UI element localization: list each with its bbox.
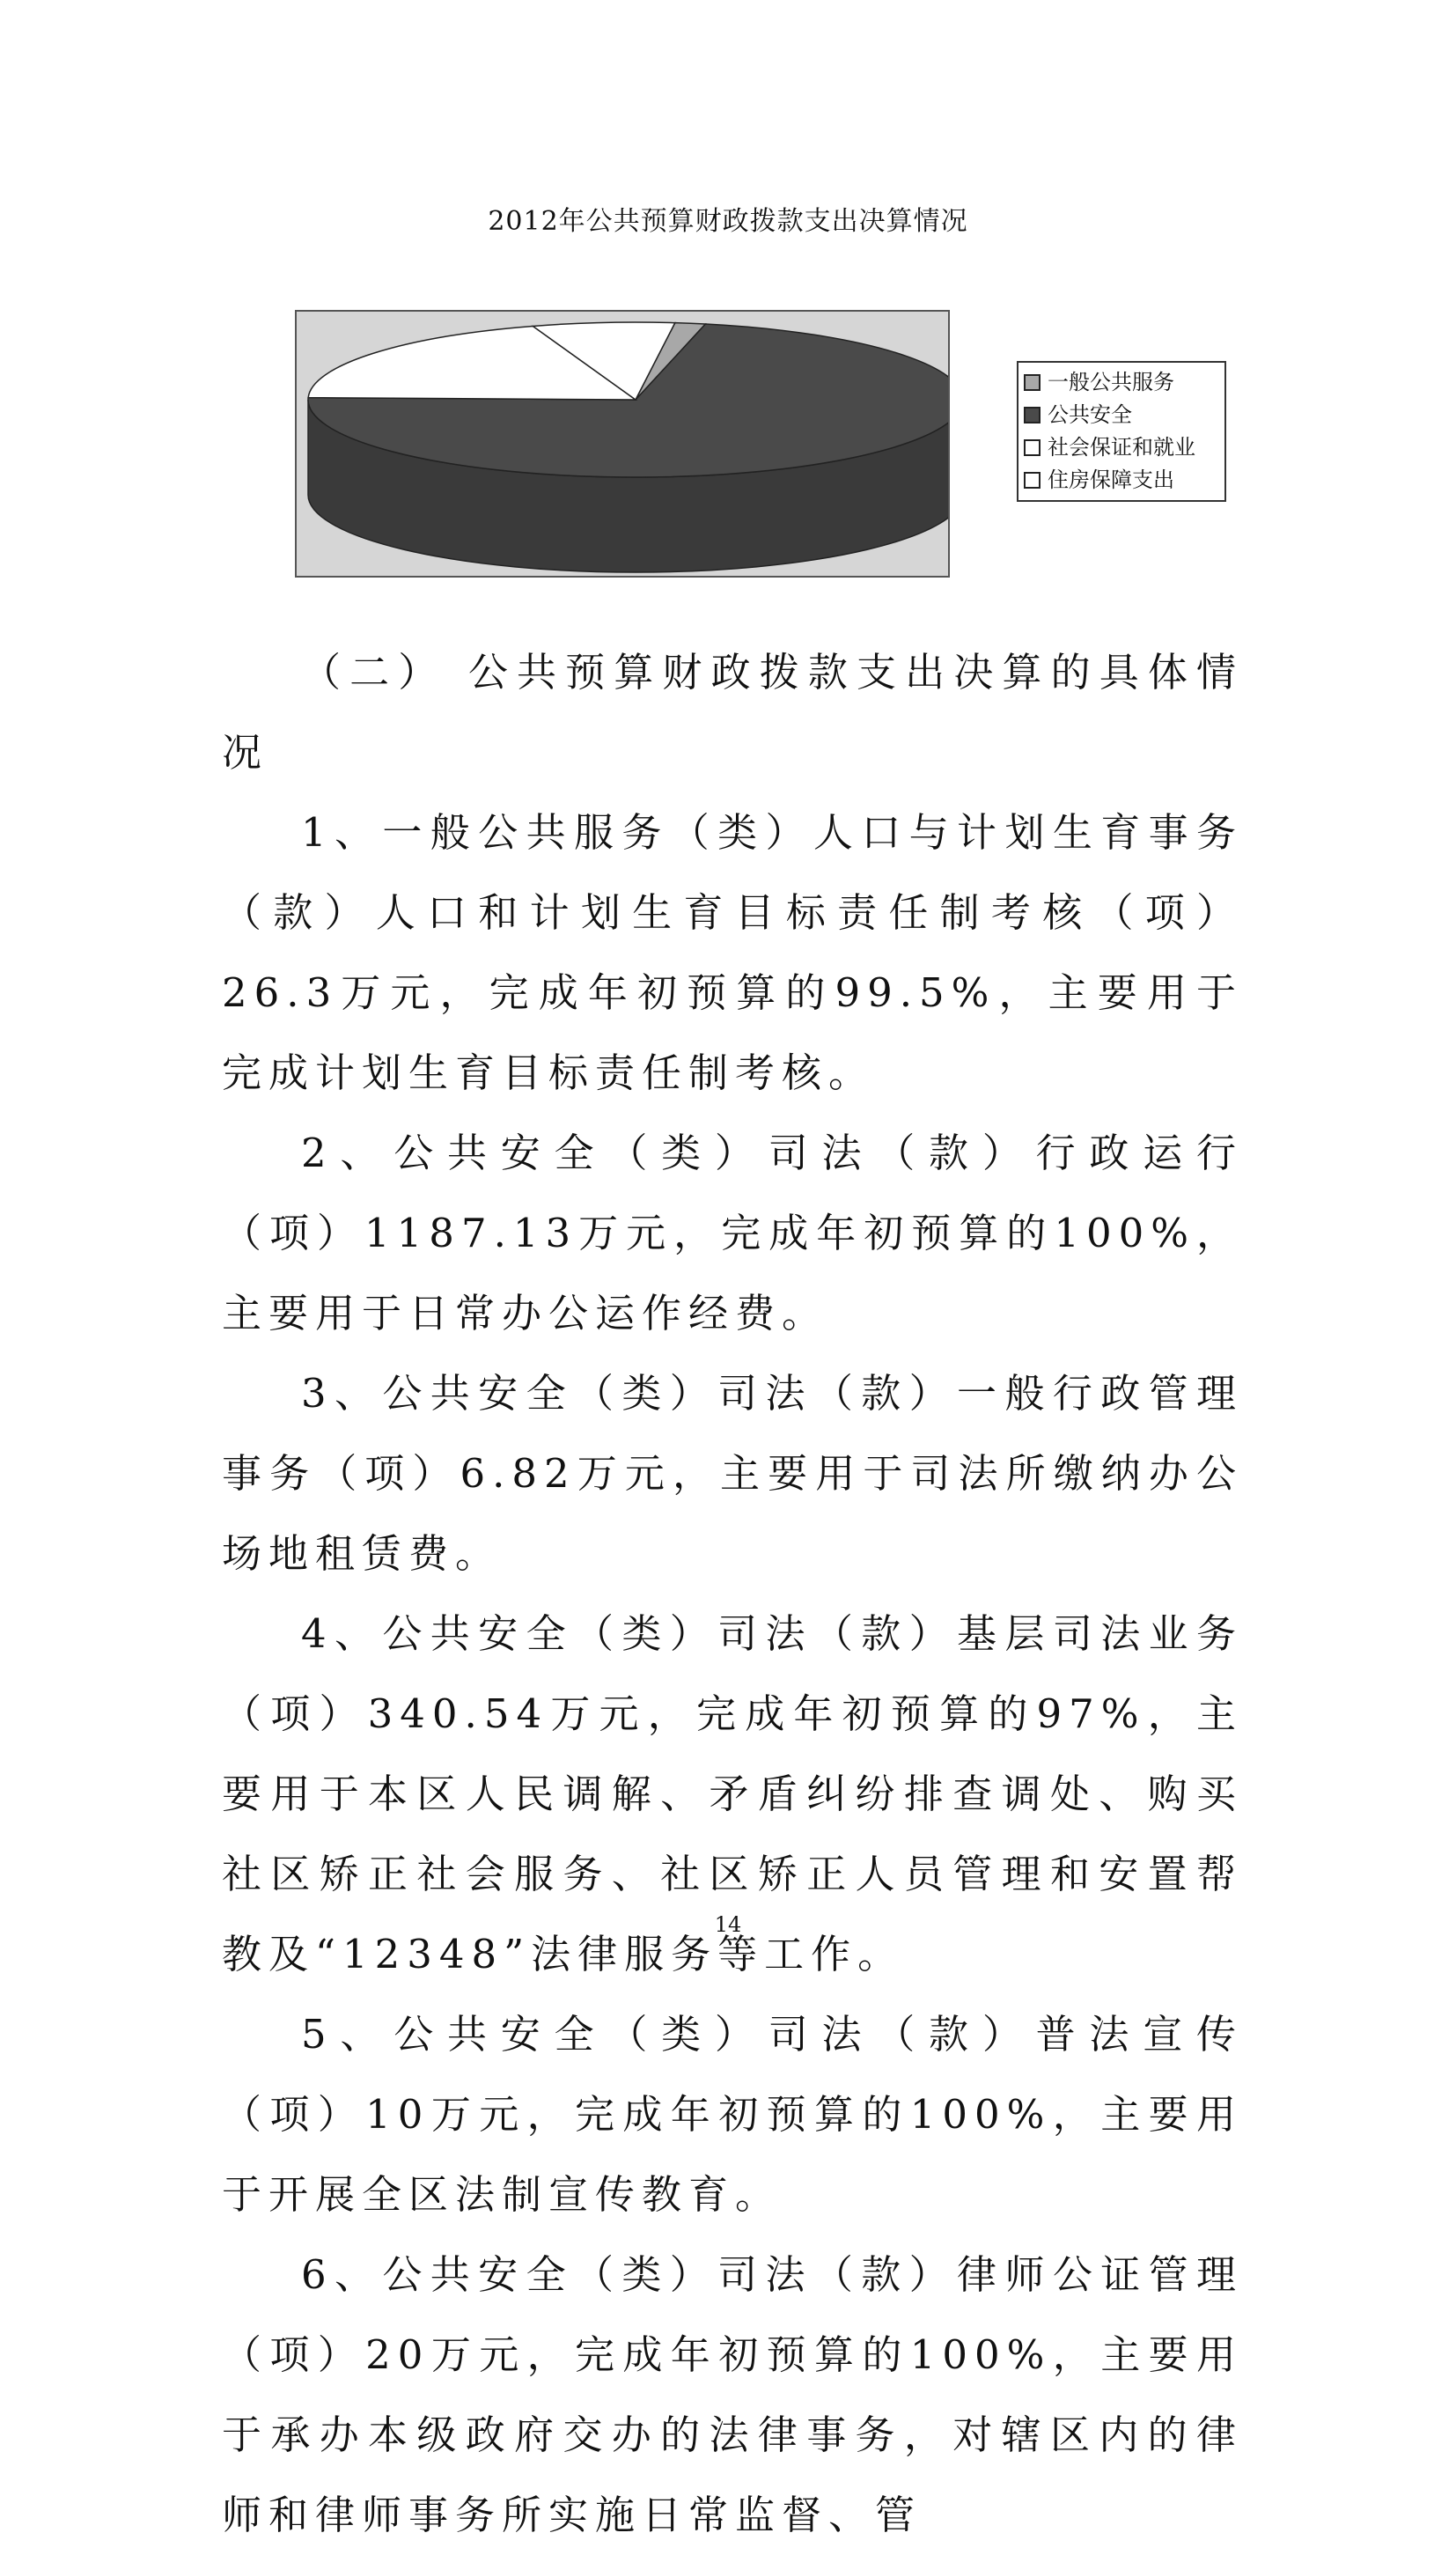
paragraph: 2、公共安全（类）司法（款）行政运行（项）1187.13万元，完成年初预算的100%，主要用于日常办公运作经费。 [222,1130,1243,1336]
legend-swatch [1024,439,1041,456]
legend-label: 公共安全 [1048,402,1132,427]
section-heading: （二） 公共预算财政拨款支出决算的具体情况 [222,649,1243,776]
paragraph: 1、一般公共服务（类）人口与计划生育事务（款）人口和计划生育目标责任制考核（项）26.3万元，完成年初预算的99.5%，主要用于完成计划生育目标责任制考核。 [222,809,1243,1096]
legend-item [1024,464,1219,497]
legend-label: 住房保障支出 [1048,468,1174,492]
chart-title: 2012年公共预算财政拨款支出决算情况 [488,206,968,237]
paragraph: 4、公共安全（类）司法（款）基层司法业务（项）340.54万元，完成年初预算的97%，主要用于本区人民调解、矛盾纠纷排查调处、购买社区矫正社会服务、社区矫正人员管理和安置帮教及“12348”法律服务等工作。 [222,1610,1243,1977]
legend-item [1024,431,1219,464]
paragraph: 6、公共安全（类）司法（款）律师公证管理（项）20万元，完成年初预算的100%，主要用于承办本级政府交办的法律事务，对辖区内的律师和律师事务所实施日常监督、管 [222,2251,1243,2538]
legend-swatch [1024,407,1041,423]
legend-label: 社会保证和就业 [1048,435,1195,460]
legend-swatch [1024,374,1041,391]
body-text [222,632,1243,2555]
pie-chart [295,310,950,578]
paragraph: 5、公共安全（类）司法（款）普法宣传（项）10万元，完成年初预算的100%，主要用于开展全区法制宣传教育。 [222,2011,1243,2218]
legend-swatch [1024,472,1041,489]
paragraph: 3、公共安全（类）司法（款）一般行政管理事务（项）6.82万元，主要用于司法所缴纳办公场地租赁费。 [222,1370,1243,1577]
pie-chart-svg [297,312,948,576]
legend-label: 一般公共服务 [1048,370,1174,394]
legend-item [1024,366,1219,399]
legend-item [1024,399,1219,431]
chart-legend [1017,361,1226,502]
page-number: 14 [714,1912,742,1937]
